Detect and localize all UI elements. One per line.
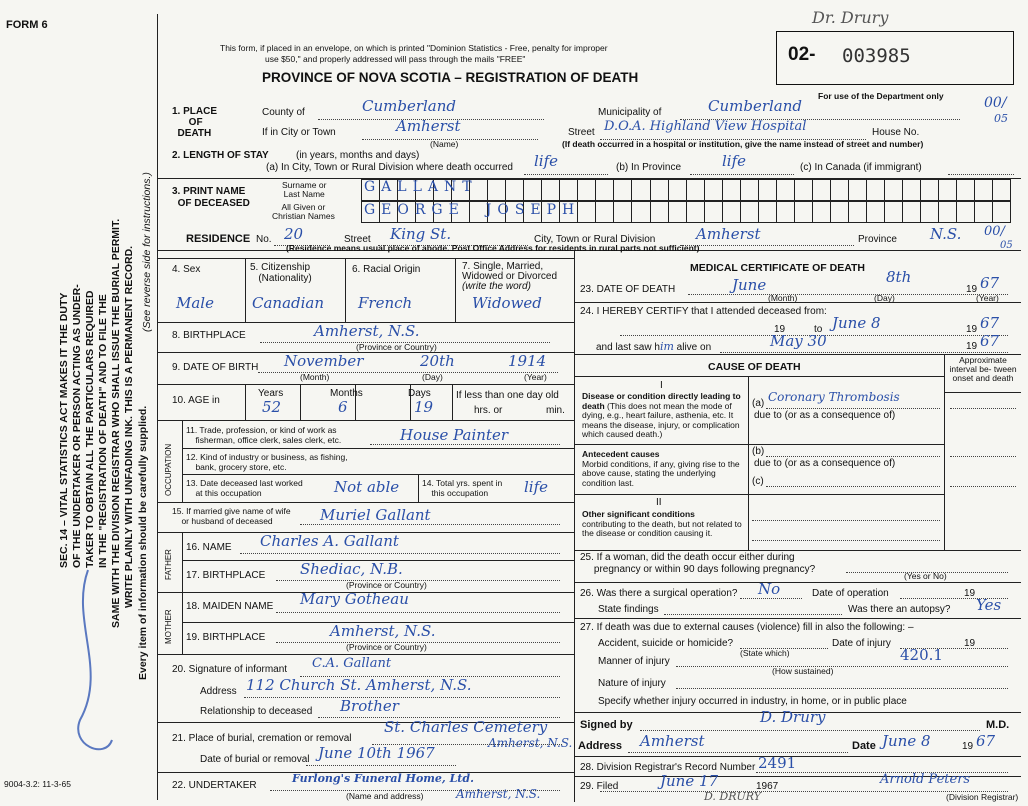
given-value: GEORGE JOSEPH [364,202,581,218]
last-saw-19: 19 [966,341,978,352]
med-row-26 [574,582,1021,583]
father-bp-caption: (Province or Country) [346,580,427,590]
sex-label: 4. Sex [172,264,201,275]
undertaker-value: Furlong's Funeral Home, Ltd. [292,772,474,785]
mother-side-label: MOTHER [164,609,173,644]
manner-line [676,666,1008,667]
dod-month-value: June [732,276,767,294]
autopsy-value: Yes [976,596,1002,614]
filed-caption: (Division Registrar) [946,792,1019,802]
cause-right-div [944,354,945,550]
findings-line [664,614,842,615]
father-bp-label: 17. BIRTHPLACE [186,570,266,581]
occ-row-2 [182,448,574,449]
how-sustained-caption: (How sustained) [772,666,834,676]
mother-bp-label: 19. BIRTHPLACE [186,632,266,643]
preg-label: 25. If a woman, did the death occur either during pregnancy or within 90 days following pregnancy? [580,552,816,575]
row11-divider [157,420,574,421]
infant-min-label: min. [546,405,565,416]
injury-date-label: Date of injury [832,638,891,649]
filed-signature: Arnold Peters [880,772,971,787]
stay-b-line [690,174,794,175]
filed-19: 1967 [756,781,779,792]
hospital-note: (If death occurred in a hospital or institution, give the name instead of street and number) [562,139,924,149]
residence-city-line [680,245,854,246]
residence-city-label: City, Town or Rural Division [534,234,656,245]
father-div [182,532,183,592]
municipality-label: Municipality of [598,107,662,118]
op-19: 19 [964,588,976,599]
roman-1: I [660,380,663,391]
residence-street-value: King St. [390,225,452,243]
name-label: 3. PRINT NAME OF DECEASED [172,186,250,209]
father-name-line [240,553,560,554]
age-months-label: Months [330,388,363,399]
reg-num-value: 2491 [758,754,797,772]
col-div-6 [455,258,456,322]
trade-value: House Painter [400,426,509,444]
dod-year-value: 67 [980,274,1000,292]
burial-place-value: St. Charles Cemetery [384,718,548,736]
roman-2: II [656,497,662,508]
industry-label: 12. Kind of industry or business, as fishing, bank, grocery store, etc. [186,452,348,472]
cause-b-line [766,456,940,457]
page-title: PROVINCE OF NOVA SCOTIA – REGISTRATION OF DEATH [262,70,639,85]
dob-label: 9. DATE OF BIRTH [172,362,259,373]
op-line [740,598,802,599]
col-div-5 [345,258,346,322]
spouse-line [300,524,560,525]
bottom-note: D. DRURY [704,790,761,803]
footer-code: 9004-3.2: 11-3-65 [4,779,71,789]
cause-mid [574,444,944,445]
date-label: Date [852,740,876,752]
cause-top [574,354,1021,355]
cause-a-label: (a) [752,398,765,409]
row15-divider [157,502,574,503]
marital-label: 7. Single, Married, Widowed or Divorced (write the word) [462,261,558,292]
city-label: If in City or Town [262,127,336,138]
last-saw-value: May 30 [770,332,827,350]
given-label: All Given or Christian Names [272,202,335,221]
burial-date-line [306,765,456,766]
cause-c-label: (c) [752,476,764,487]
attend-to-year: 67 [980,314,1000,332]
sidebar-line-1: SEC. 14 – VITAL STATISTICS ACT MAKES IT THE DUTY [58,292,70,568]
handwritten-mark [60,560,130,770]
code-value: 420.1 [900,646,943,664]
father-side-label: FATHER [164,549,173,580]
instruction-line-2: use $50," and properly addressed will pass through the mails "FREE" [265,54,526,64]
last-worked-label: 13. Date deceased last worked at this occupation [186,478,303,498]
medical-title: MEDICAL CERTIFICATE OF DEATH [690,262,865,274]
signed-line [640,730,980,731]
age-years-label: Years [258,388,284,399]
dob-year-value: 1914 [508,352,547,370]
racial-value: French [358,294,413,312]
med-row-28 [574,756,1021,757]
sidebar-line-5: SAME WITH THE DIVISION REGISTRAR WHO SHALL ISSUE THE BURIAL PERMIT. [110,218,122,628]
residence-province-label: Province [858,234,897,245]
age-div-5 [452,384,453,420]
stay-a-label: (a) In City, Town or Rural Division where death occurred [266,162,513,173]
stay-label: 2. LENGTH OF STAY [172,150,269,161]
form-number: FORM 6 [6,19,48,31]
birthplace-caption: (Province or Country) [356,342,437,352]
birthplace-value: Amherst, N.S. [314,322,420,340]
cause-left-div [748,376,749,550]
left-border [157,14,158,800]
registration-number: 003985 [842,45,911,67]
mother-div [182,592,183,654]
injury-19: 19 [964,638,976,649]
yes-no-caption: (Yes or No) [904,571,947,581]
dept-code-2: 05 [994,112,1008,125]
address-label: Address [578,740,623,752]
dept-code-4: 05 [1000,240,1013,251]
date-value: June 8 [882,732,931,750]
certify-label: 24. I HEREBY CERTIFY that I attended deceased from: [580,306,827,317]
date-year: 67 [976,732,996,750]
informant-address-line [244,697,560,698]
burial-place-label: 21. Place of burial, cremation or removal [172,733,352,744]
trade-line [370,444,560,445]
occ-div-14 [418,474,419,502]
occupation-side-label: OCCUPATION [164,443,173,496]
residence-note: (Residence means usual place of abode. Post Office Address for residents in rural parts not sufficient) [286,243,700,253]
nature-label: Nature of injury [598,678,666,689]
residence-no-label: No. [256,234,272,245]
interval-c-line [950,486,1016,487]
row10-divider [157,384,574,385]
instruction-line-1: This form, if placed in an envelope, on which is printed "Dominion Statistics - Free, penalty for improper [220,43,608,53]
sidebar-line-8: (See reverse side for instructions.) [141,172,153,332]
mother-name-value: Mary Gotheau [300,590,409,608]
residence-street-label: Street [344,234,371,245]
dept-use-label: For use of the Department only [818,91,944,101]
center-divider [574,250,575,802]
attend-to-label: to [814,324,823,335]
ext-label: 27. If death was due to external causes (violence) fill in also the following: – [580,622,914,633]
manner-label: Manner of injury [598,656,670,667]
undertaker-address: Amherst, N.S. [456,787,541,801]
residence-label: RESIDENCE [186,233,251,245]
last-saw-year: 67 [980,332,1000,350]
signed-value: D. Drury [760,708,826,726]
filed-value: June 17 [660,772,719,790]
father-name-label: 16. NAME [186,542,232,553]
op-value: No [758,580,781,598]
attend-to-19: 19 [966,324,978,335]
age-months-value: 6 [338,398,348,416]
city-value: Amherst [396,117,461,135]
mother-bp-caption: (Province or Country) [346,642,427,652]
other-label: Other significant conditions contributing to the death, but not related to the disease or condition causing it. [582,509,742,538]
last-saw-label: and last saw him alive on [596,340,712,353]
total-years-label: 14. Total yrs. spent in this occupation [422,478,503,498]
cause-a-value: Coronary Thrombosis [768,390,900,404]
undertaker-caption: (Name and address) [346,791,424,801]
street-value: D.O.A. Highland View Hospital [604,119,807,134]
antecedent-label: Antecedent causes Morbid conditions, if any, giving rise to the above cause, stating the underlying condition last. [582,449,740,488]
dob-day-value: 20th [420,352,455,370]
trade-label: 11. Trade, profession, or kind of work as fisherman, office clerk, sales clerk, etc. [186,425,342,445]
dod-day-caption: (Day) [874,293,895,303]
stay-a-value: life [534,152,559,170]
marital-value: Widowed [472,294,542,312]
residence-city-value: Amherst [696,225,761,243]
spouse-value: Muriel Gallant [320,506,431,524]
citizenship-value: Canadian [252,294,325,312]
due-to-b: due to (or as a consequence of) [754,458,896,469]
dob-month-value: November [284,352,364,370]
dept-code-1: 00/ [984,95,1007,111]
cause-ii-top [574,494,944,495]
burial-date-value: June 10th 1967 [318,744,435,762]
stay-c-label: (c) In Canada (if immigrant) [800,162,922,173]
address-value: Amherst [640,732,705,750]
house-label: House No. [872,127,920,138]
accident-label: Accident, suicide or homicide? [598,638,734,649]
interval-a-line [950,408,1016,409]
citizenship-label: 5. Citizenship (Nationality) [250,262,312,284]
med-row-25 [574,550,1021,551]
dob-year-caption: (Year) [524,372,547,382]
stay-a-line [524,174,608,175]
signed-label: Signed by [580,719,633,731]
mother-bp-value: Amherst, N.S. [330,622,436,640]
med-row-24 [574,302,1021,303]
due-to-a: due to (or as a consequence of) [754,410,896,421]
birthplace-label: 8. BIRTHPLACE [172,330,246,341]
stay-c-line [948,174,1014,175]
filed-label: 29. Filed [580,781,619,792]
stay-b-value: life [722,152,747,170]
sidebar-line-6: WRITE PLAINLY WITH UNFADING INK. THIS IS A PERMANENT RECORD. [123,245,135,608]
undertaker-label: 22. UNDERTAKER [172,780,257,791]
age-div-2 [300,384,301,420]
burial-place-value-2: Amherst, N.S. [488,736,573,750]
father-bp-value: Shediac, N.B. [300,560,403,578]
infant-label: If less than one day old [456,390,559,401]
cause-b-label: (b) [752,446,765,457]
last-saw-line [720,352,1008,353]
residence-province-value: N.S. [930,225,962,243]
dod-year-prefix: 19 [966,284,978,295]
cause-title: CAUSE OF DEATH [708,361,801,373]
attend-from-19: 19 [774,324,786,335]
row20-divider [157,654,574,655]
med-row-27 [574,618,1021,619]
dod-line [688,294,1008,295]
surname-label: Surname or Last Name [282,180,327,199]
top-annotation: Dr. Drury [812,8,889,27]
dod-month-caption: (Month) [768,293,798,303]
age-years-value: 52 [262,398,282,416]
interval-sub [944,392,1021,393]
op-label: 26. Was there a surgical operation? [580,588,738,599]
informant-sig-label: 20. Signature of informant [172,664,288,675]
dept-code-3: 00/ [984,224,1005,239]
other-line-2 [752,540,940,541]
occ-row-3 [182,474,574,475]
racial-label: 6. Racial Origin [352,264,421,275]
informant-address-value: 112 Church St. Amherst, N.S. [246,676,472,694]
disease-label: Disease or condition directly leading to death (This does not mean the mode of dying, e.g., heart failure, asthenia, etc. It means the disease, injury, or complication which caused death.) [582,391,741,439]
spouse-label: 15. If married give name of wife or husband of deceased [172,506,291,526]
cause-c-line [766,486,940,487]
dod-label: 23. DATE OF DEATH [580,284,676,295]
sex-value: Male [176,294,214,312]
state-which-caption: (State which) [740,648,790,658]
findings-label: State findings [598,604,659,615]
last-worked-value: Not able [334,478,400,496]
reg-num-label: 28. Division Registrar's Record Number [580,762,756,773]
dod-day-value: 8th [886,268,912,286]
date-19: 19 [962,741,974,752]
informant-sig-value: C.A. Gallant [312,656,392,671]
father-name-value: Charles A. Gallant [260,532,399,550]
stay-sub: (in years, months and days) [296,150,420,161]
other-line-1 [752,520,940,521]
col-div-4 [245,258,246,322]
surname-value: GALLANT [364,179,478,195]
stay-b-label: (b) In Province [616,162,682,173]
informant-relationship-label: Relationship to deceased [200,706,313,717]
attend-to-value: June 8 [832,314,881,332]
residence-no-value: 20 [284,225,304,243]
county-label: County of [262,107,305,118]
sidebar-line-7: Every item of information should be carefully supplied. [137,405,149,680]
op-date-label: Date of operation [812,588,889,599]
municipality-value: Cumberland [708,97,803,115]
county-value: Cumberland [362,97,457,115]
informant-relationship-value: Brother [340,697,399,715]
nature-line [676,688,1008,689]
age-div-1 [245,384,246,420]
sidebar-line-3: TAKER TO OBTAIN ALL THE PARTICULARS REQUIRED [84,290,96,568]
age-days-value: 19 [414,398,434,416]
occ-div [182,420,183,502]
dod-year-caption: (Year) [976,293,999,303]
row4-divider [157,258,574,259]
total-years-value: life [524,478,549,496]
infant-hrs-label: hrs. or [474,405,503,416]
mother-name-line [276,612,560,613]
sidebar-line-4: IN THE "REGISTRATION OF DEATH" AND TO FILE THE [97,294,109,568]
cause-sub-top [574,376,944,377]
age-label: 10. AGE in [172,395,220,406]
interval-label: Approximate interval be- tween onset and death [949,355,1017,383]
autopsy-label: Was there an autopsy? [848,604,951,615]
name-caption: (Name) [430,139,459,149]
street-label: Street [568,127,595,138]
md-label: M.D. [986,719,1010,731]
dob-month-caption: (Month) [300,372,330,382]
address-line [628,752,848,753]
burial-date-label: Date of burial or removal [200,754,310,765]
registration-prefix: 02- [788,44,816,65]
cause-a-line [766,408,940,409]
age-days-label: Days [408,388,431,399]
interval-b-line [950,456,1016,457]
sidebar-line-2: OF THE UNDERTAKER OR PERSON ACTING AS UNDER- [71,284,83,568]
dob-day-caption: (Day) [422,372,443,382]
mother-name-label: 18. MAIDEN NAME [186,601,274,612]
place-label: 1. PLACE OF DEATH [172,106,218,139]
specify-label: Specify whether injury occurred in industry, in home, or in public place [598,696,907,707]
informant-address-label: Address [200,686,237,697]
